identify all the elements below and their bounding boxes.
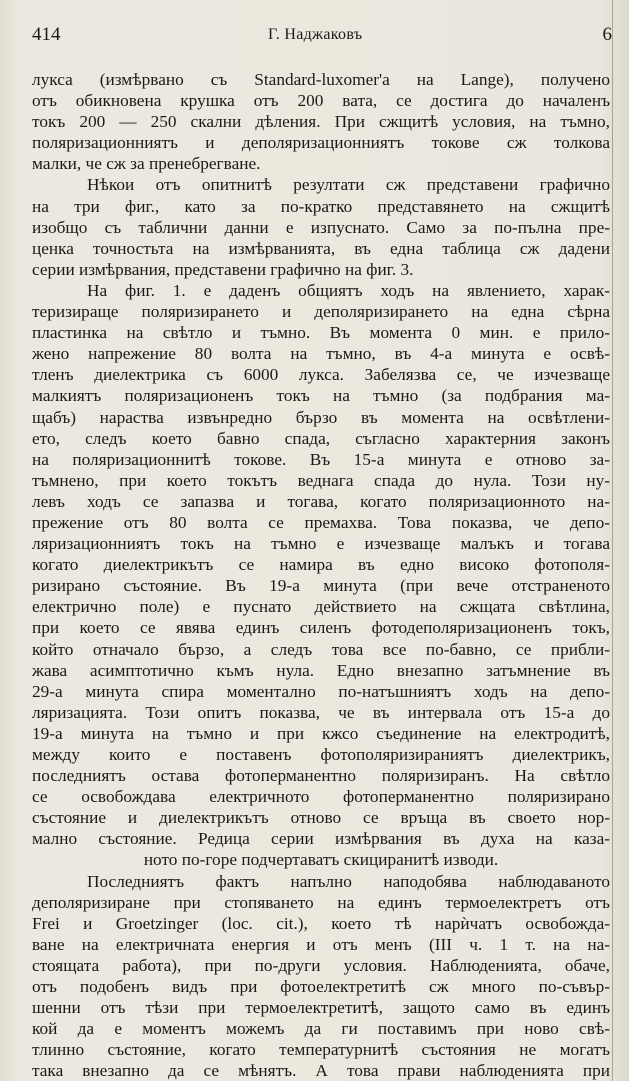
text-line: стоящата работа), при по-други условия. Наблюденията, обаче, bbox=[32, 955, 610, 975]
text-line: отъ подобенъ видъ при фотоелектретитѣ сж много по-съвър- bbox=[32, 977, 610, 997]
text-line: Frei и Groetzinger (loc. cit.), което тѣ нарѝчатъ освобождa- bbox=[32, 913, 610, 933]
text-line: жено напрежение 80 волта на тъмно, въ 4-а минута е освѣ- bbox=[32, 344, 610, 364]
text-line: ване на електричната енергия и отъ менъ (III ч. 1 т. на на- bbox=[32, 934, 610, 954]
page-header bbox=[32, 24, 612, 50]
text-line: малкиятъ поляризационенъ токъ на тъмно (за подбрания ма- bbox=[32, 386, 610, 406]
text-line: 19-а минута на тъмно и при кжсо съединение на електродитѣ, bbox=[32, 723, 610, 743]
text-line: ляризационниятъ токъ на тъмно е изчезваще малъкъ и тогава bbox=[32, 534, 610, 554]
body-text bbox=[32, 69, 610, 1081]
text-line: състояние и диелектрикътъ отново се връща въ своето нор- bbox=[32, 808, 610, 828]
text-line: между които е поставенъ фотополяризираниятъ диелектрикъ, bbox=[32, 745, 610, 764]
paragraph bbox=[32, 69, 610, 174]
text-line: прежение отъ 80 волта се премахва. Това показва, че депо- bbox=[32, 512, 610, 532]
page-edge-rule bbox=[612, 0, 613, 1081]
text-line: лукса (измѣрвано съ Standard-luxomer'a на Lange), получено bbox=[32, 70, 610, 89]
text-line: мално състояние. Редица серии измѣрвания въ духа на каза- bbox=[32, 829, 610, 849]
text-line: серии измѣрвания, представени графично на фиг. 3. bbox=[32, 259, 414, 279]
text-line: тленъ диелектрика съ 6000 лукса. Забелязва се, че изчезваще bbox=[32, 365, 610, 385]
paragraph bbox=[32, 174, 610, 279]
text-line: ризирано състояние. Въ 19-а минута (при вече отстраненото bbox=[32, 576, 610, 596]
text-line: деполяризиране при стопяването на единъ термоелектретъ отъ bbox=[32, 892, 610, 912]
text-line: на три фиг., като за по-кратко представянето на сжщитѣ bbox=[32, 196, 610, 216]
text-line: електрично поле) е пуснато действието на сжщата свѣтлина, bbox=[32, 597, 610, 617]
text-line: изобщо съ таблични данни е изпуснато. Само за по-пълна пре- bbox=[32, 217, 610, 237]
text-line: когато диелектрикътъ се намира въ едно високо фотополя- bbox=[32, 555, 610, 575]
text-line: левъ ходъ се запазва и тогава, когато поляризационното на- bbox=[32, 491, 610, 511]
text-line: токъ 200 — 250 скални дѣления. При сжщитѣ условия, на тъмно, bbox=[32, 112, 610, 132]
section-number: 6 bbox=[602, 24, 612, 45]
text-line: на поляризационнитѣ токове. Въ 15-а минута е отново за- bbox=[32, 449, 610, 469]
text-line: ното по-горе подчертаватъ скициранитѣ изводи. bbox=[143, 850, 499, 870]
text-line: 29-а минута спира моментално по-натъшниятъ ходъ на депо- bbox=[32, 681, 610, 701]
text-line: тлинно състояние, когато температурнитѣ състояния не могатъ bbox=[32, 1040, 610, 1060]
text-line: Нѣкои отъ опитнитѣ резултати сж представени графично bbox=[87, 175, 610, 195]
text-line: теризираще поляризирането и деполяризирането на една сѣрна bbox=[32, 302, 610, 322]
text-line: се освобождава електричното фотоперманентно поляризирано bbox=[32, 787, 610, 807]
text-line: ляризацията. Този опитъ показва, че въ интервала отъ 15-а до bbox=[32, 702, 610, 722]
text-line: малки, че сж за пренебрегване. bbox=[32, 154, 261, 174]
text-line: така внезапно да се мѣнятъ. А това прави наблюденията при bbox=[32, 1061, 610, 1081]
text-line: ето, следъ което бавно спада, съгласно характерния законъ bbox=[32, 428, 610, 448]
text-line: кой да е моментъ можемъ да ги поставимъ при ново свѣ- bbox=[32, 1019, 610, 1039]
running-head-author: Г. Наджаковъ bbox=[268, 26, 363, 43]
text-line: който отначало бързо, а следъ това все по-бавно, се прибли- bbox=[32, 639, 610, 659]
text-line: жава асимптотично къмъ нула. Едно внезапно затъмнение въ bbox=[32, 660, 610, 680]
text-line: Последниятъ фактъ напълно наподобява наблюдаваното bbox=[87, 871, 610, 891]
text-line: тъмнено, при което токътъ веднага спада до нула. Този ну- bbox=[32, 470, 610, 490]
text-line: пластинка на свѣтло и тъмно. Въ момента 0 мин. е прило- bbox=[32, 323, 610, 343]
text-line: отъ обикновена крушка отъ 200 вата, се достига до началенъ bbox=[32, 91, 610, 111]
page-number: 414 bbox=[32, 24, 61, 45]
text-line: последниятъ остава фотоперманентно поляризиранъ. На свѣтло bbox=[32, 766, 610, 786]
text-line: шенни отъ тѣзи при термоелектретитѣ, защото само въ единъ bbox=[32, 998, 610, 1018]
text-line: поляризационниятъ и деполяризационниятъ токове сж толкова bbox=[32, 133, 610, 153]
text-line: ценка точностьта на измѣрванията, въ една таблица сж дадени bbox=[32, 238, 610, 258]
text-line: при което се явява единъ силенъ фотодеполяризационенъ токъ, bbox=[32, 618, 610, 638]
text-line: На фиг. 1. е даденъ общиятъ ходъ на явлението, харак- bbox=[87, 280, 610, 300]
text-line: щабъ) нараства извънредно бързо въ момента на освѣтлени- bbox=[32, 407, 610, 427]
paragraph bbox=[32, 871, 610, 1081]
paragraph bbox=[32, 280, 610, 871]
